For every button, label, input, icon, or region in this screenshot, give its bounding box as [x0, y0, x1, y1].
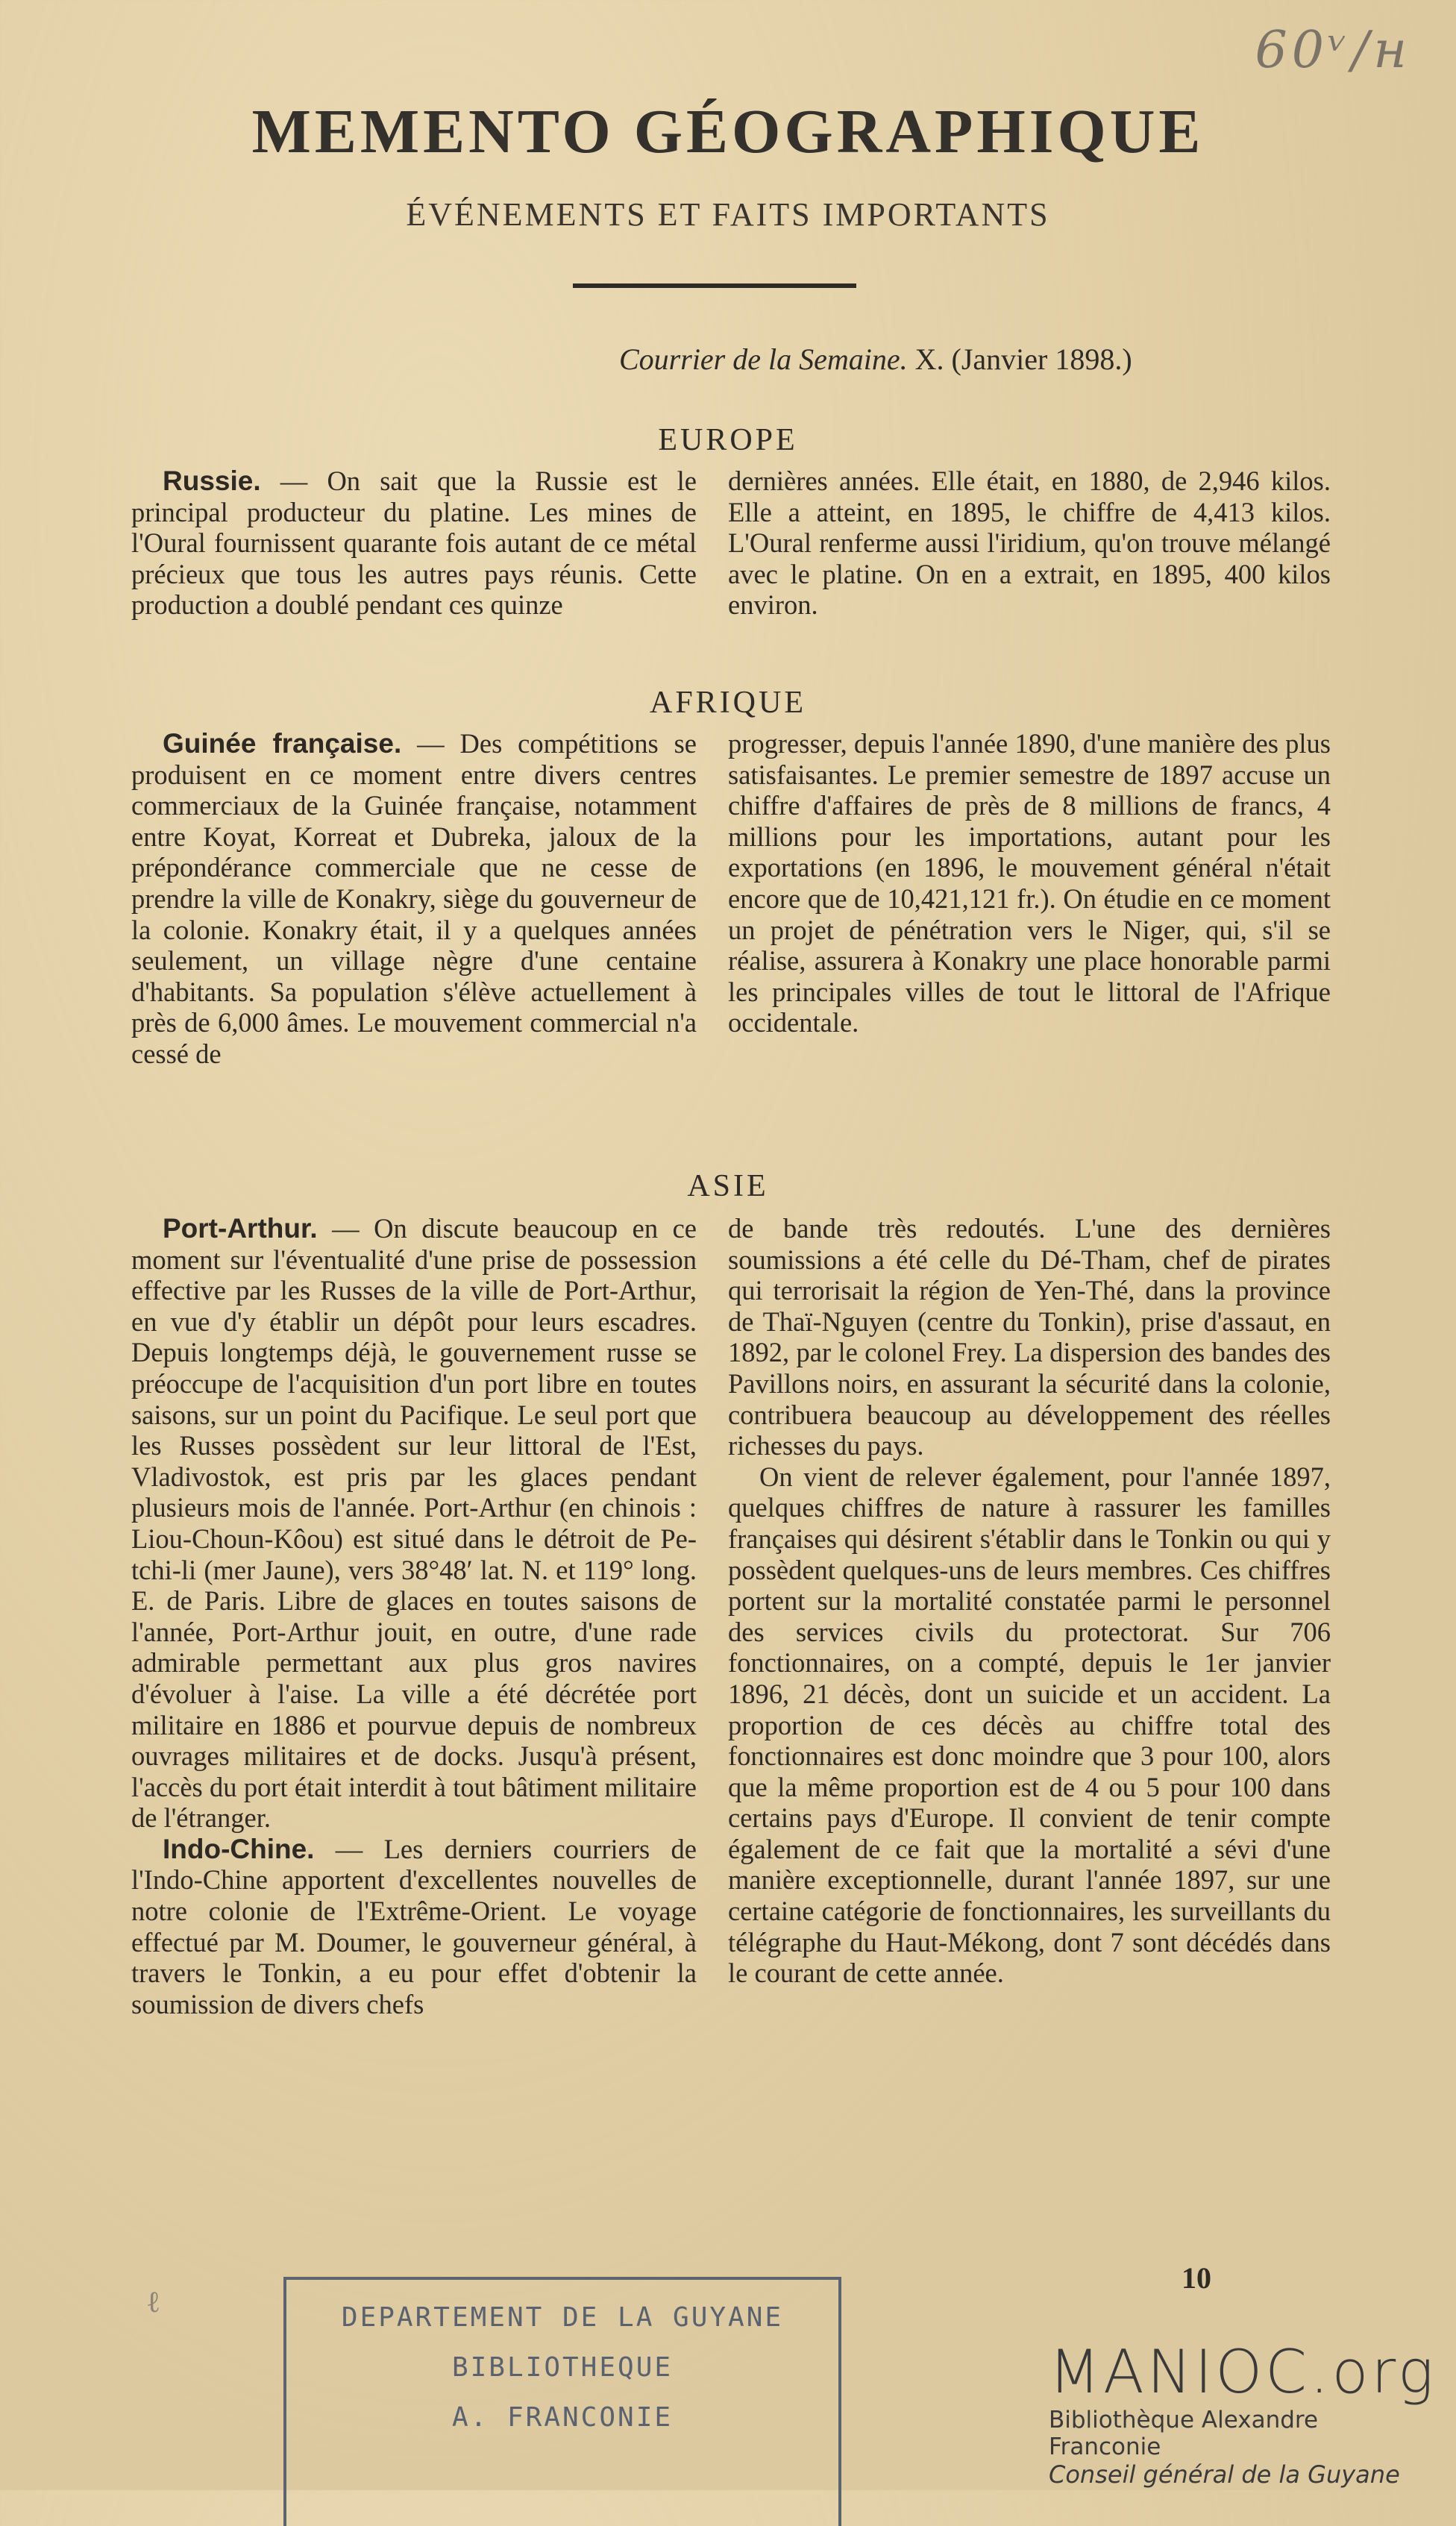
article-lead-guinee: Guinée française.	[163, 728, 402, 759]
page-subtitle: ÉVÉNEMENTS ET FAITS IMPORTANTS	[406, 196, 1050, 233]
article-lead-port-arthur: Port-Arthur.	[163, 1213, 318, 1244]
article-text-russie-cont: dernières années. Elle était, en 1880, de 2,946 kilos. Elle a atteint, en 1895, le chiffre de 4,413 kilos. L'Oural renferme aussi l'iridium, qu'on trouve mélangé avec le platine. On en a extrait, en 1895, 400 kilos environ.	[728, 466, 1331, 621]
article-indo-chine	[131, 1834, 697, 2020]
asie-right-column	[728, 1213, 1331, 1989]
stamp-mark-icon: ℓ	[146, 2285, 161, 2319]
handwritten-reference: 60ᵛ/н	[1255, 21, 1411, 80]
article-text-russie: — On sait que la Russie est le principal producteur du platine. Les mines de l'Oural fournissent quarante fois autant de ce métal précieux que tous les autres pays réunis. Cette production a doublé pendant ces quinze	[131, 466, 697, 621]
europe-right-column	[728, 466, 1331, 621]
article-text-guinee: — Des compétitions se produisent en ce moment entre divers centres commerciaux de la Guinée française, notamment entre Koyat, Korreat et Dubreka, jaloux de la prépondérance commerciale que ne cesse de prendre la ville de Konakry, siège du gouverneur de la colonie. Konakry était, il y a quelques années seulement, un village nègre d'une centaine d'habitants. Sa population s'élève actuellement à près de 6,000 âmes. Le mouvement commercial n'a cessé de	[131, 728, 697, 1069]
courier-issue: X. (Janvier 1898.)	[907, 342, 1132, 376]
article-text-mortalite: On vient de relever également, pour l'année 1897, quelques chiffres de nature à rassurer les familles françaises qui désirent s'établir dans le Tonkin ou qui y possèdent quelques-uns de leurs membres. Ces chiffres portent sur la mortalité constatée parmi le personnel des services civils du protectorat. Sur 706 fonctionnaires, on a compté, depuis le 1er janvier 1896, 21 décès, dont un suicide et un accident. La proportion de ces décès au chiffre total des fonctionnaires est donc moindre que 3 pour 100, alors que la même proportion est de 4 ou 5 pour 100 dans certains pays d'Europe. Il convient de tenir compte également de ce fait que la mortalité a sévi d'une manière exceptionnelle, durant l'année 1897, sur une certaine catégorie de fonctionnaires, les surveillants du télégraphe du Haut-Mékong, dont 7 sont décédés dans le courant de cette année.	[728, 1461, 1331, 1989]
article-text-indo-chine: — Les derniers courriers de l'Indo-Chine apportent d'excellentes nouvelles de notre colonie de l'Extrême-Orient. Le voyage effectué par M. Doumer, le gouverneur général, à travers le Tonkin, a eu pour effet d'obtenir la soumission de divers chefs	[131, 1833, 697, 2019]
stamp-line-2: BIBLIOTHEQUE	[451, 2352, 674, 2383]
page-number: 10	[1182, 2261, 1211, 2295]
logo-council-name: Conseil général de la Guyane	[1049, 2460, 1400, 2489]
courier-line	[619, 342, 1132, 377]
europe-left-column	[131, 466, 697, 621]
afrique-left-column	[131, 728, 697, 1070]
section-heading-afrique: AFRIQUE	[649, 686, 806, 720]
article-russie	[131, 466, 697, 621]
article-guinee	[131, 728, 697, 1070]
asie-left-column	[131, 1213, 697, 2019]
stamp-line-3: A. FRANCONIE	[451, 2402, 674, 2433]
title-divider	[573, 283, 856, 288]
article-text-port-arthur: — On discute beaucoup en ce moment sur l'éventualité d'une prise de possession effective par les Russes de la ville de Port-Arthur, en vue d'y établir un dépôt pour leurs escadres. Depuis longtemps déjà, le gouvernement russe se préoccupe de l'acquisition d'un port libre en toutes saisons, sur un point du Pacifique. Le seul port que les Russes possèdent sur leur littoral de l'Est, Vladivostok, est pris par les glaces pendant plusieurs mois de l'année. Port-Arthur (en chinois : Liou-Choun-Kôou) est situé dans le détroit de Pe-tchi-li (mer Jaune), vers 38°48′ lat. N. et 119° long. E. de Paris. Libre de glaces en toutes saisons de l'année, Port-Arthur jouit, en outre, d'une rade admirable permettant aux plus gros navires d'évoluer à l'aise. La ville a été décrétée port militaire en 1886 et pourvue depuis de nombreux ouvrages militaires et de docks. Jusqu'à présent, l'accès du port était interdit à tout bâtiment militaire de l'étranger.	[131, 1213, 697, 1834]
stamp-line-1: DEPARTEMENT DE LA GUYANE	[341, 2302, 784, 2333]
article-text-indo-chine-cont: de bande très redoutés. L'une des dernières soumissions a été celle du Dé-Tham, chef de pirates qui terrorisait la région de Yen-Thé, dans la province de Thaï-Nguyen (centre du Tonkin), prise d'assaut, en 1892, par le colonel Frey. La dispersion des bandes des Pavillons noirs, en assurant la sécurité dans la colonie, contribuera beaucoup au développement des réelles richesses du pays.	[728, 1213, 1331, 1461]
section-heading-europe: EUROPE	[658, 423, 798, 457]
library-stamp	[283, 2277, 841, 2526]
article-lead-indo-chine: Indo-Chine.	[163, 1833, 315, 1864]
article-lead-russie: Russie.	[163, 466, 261, 496]
page-title: MEMENTO GÉOGRAPHIQUE	[251, 97, 1205, 166]
logo-library-name: Bibliothèque Alexandre Franconie	[1049, 2407, 1319, 2460]
logo-wordmark: MANIOC.org	[1049, 2337, 1437, 2407]
afrique-right-column	[728, 728, 1331, 1038]
manioc-logo	[1049, 2337, 1437, 2489]
section-heading-asie: ASIE	[687, 1169, 769, 1203]
article-port-arthur	[131, 1213, 697, 1834]
article-text-guinee-cont: progresser, depuis l'année 1890, d'une manière des plus satisfaisantes. Le premier semestre de 1897 accuse un chiffre d'affaires de près de 8 millions de francs, 4 millions pour les importations, autant pour les exportations (en 1896, le mouvement général n'était encore que de 10,421,121 fr.). On étudie en ce moment un projet de pénétration vers le Niger, qui, s'il se réalise, assurera à Konakry une place honorable parmi les principales villes de tout le littoral de l'Afrique occidentale.	[728, 728, 1331, 1038]
courier-label: Courrier de la Semaine.	[619, 342, 908, 376]
